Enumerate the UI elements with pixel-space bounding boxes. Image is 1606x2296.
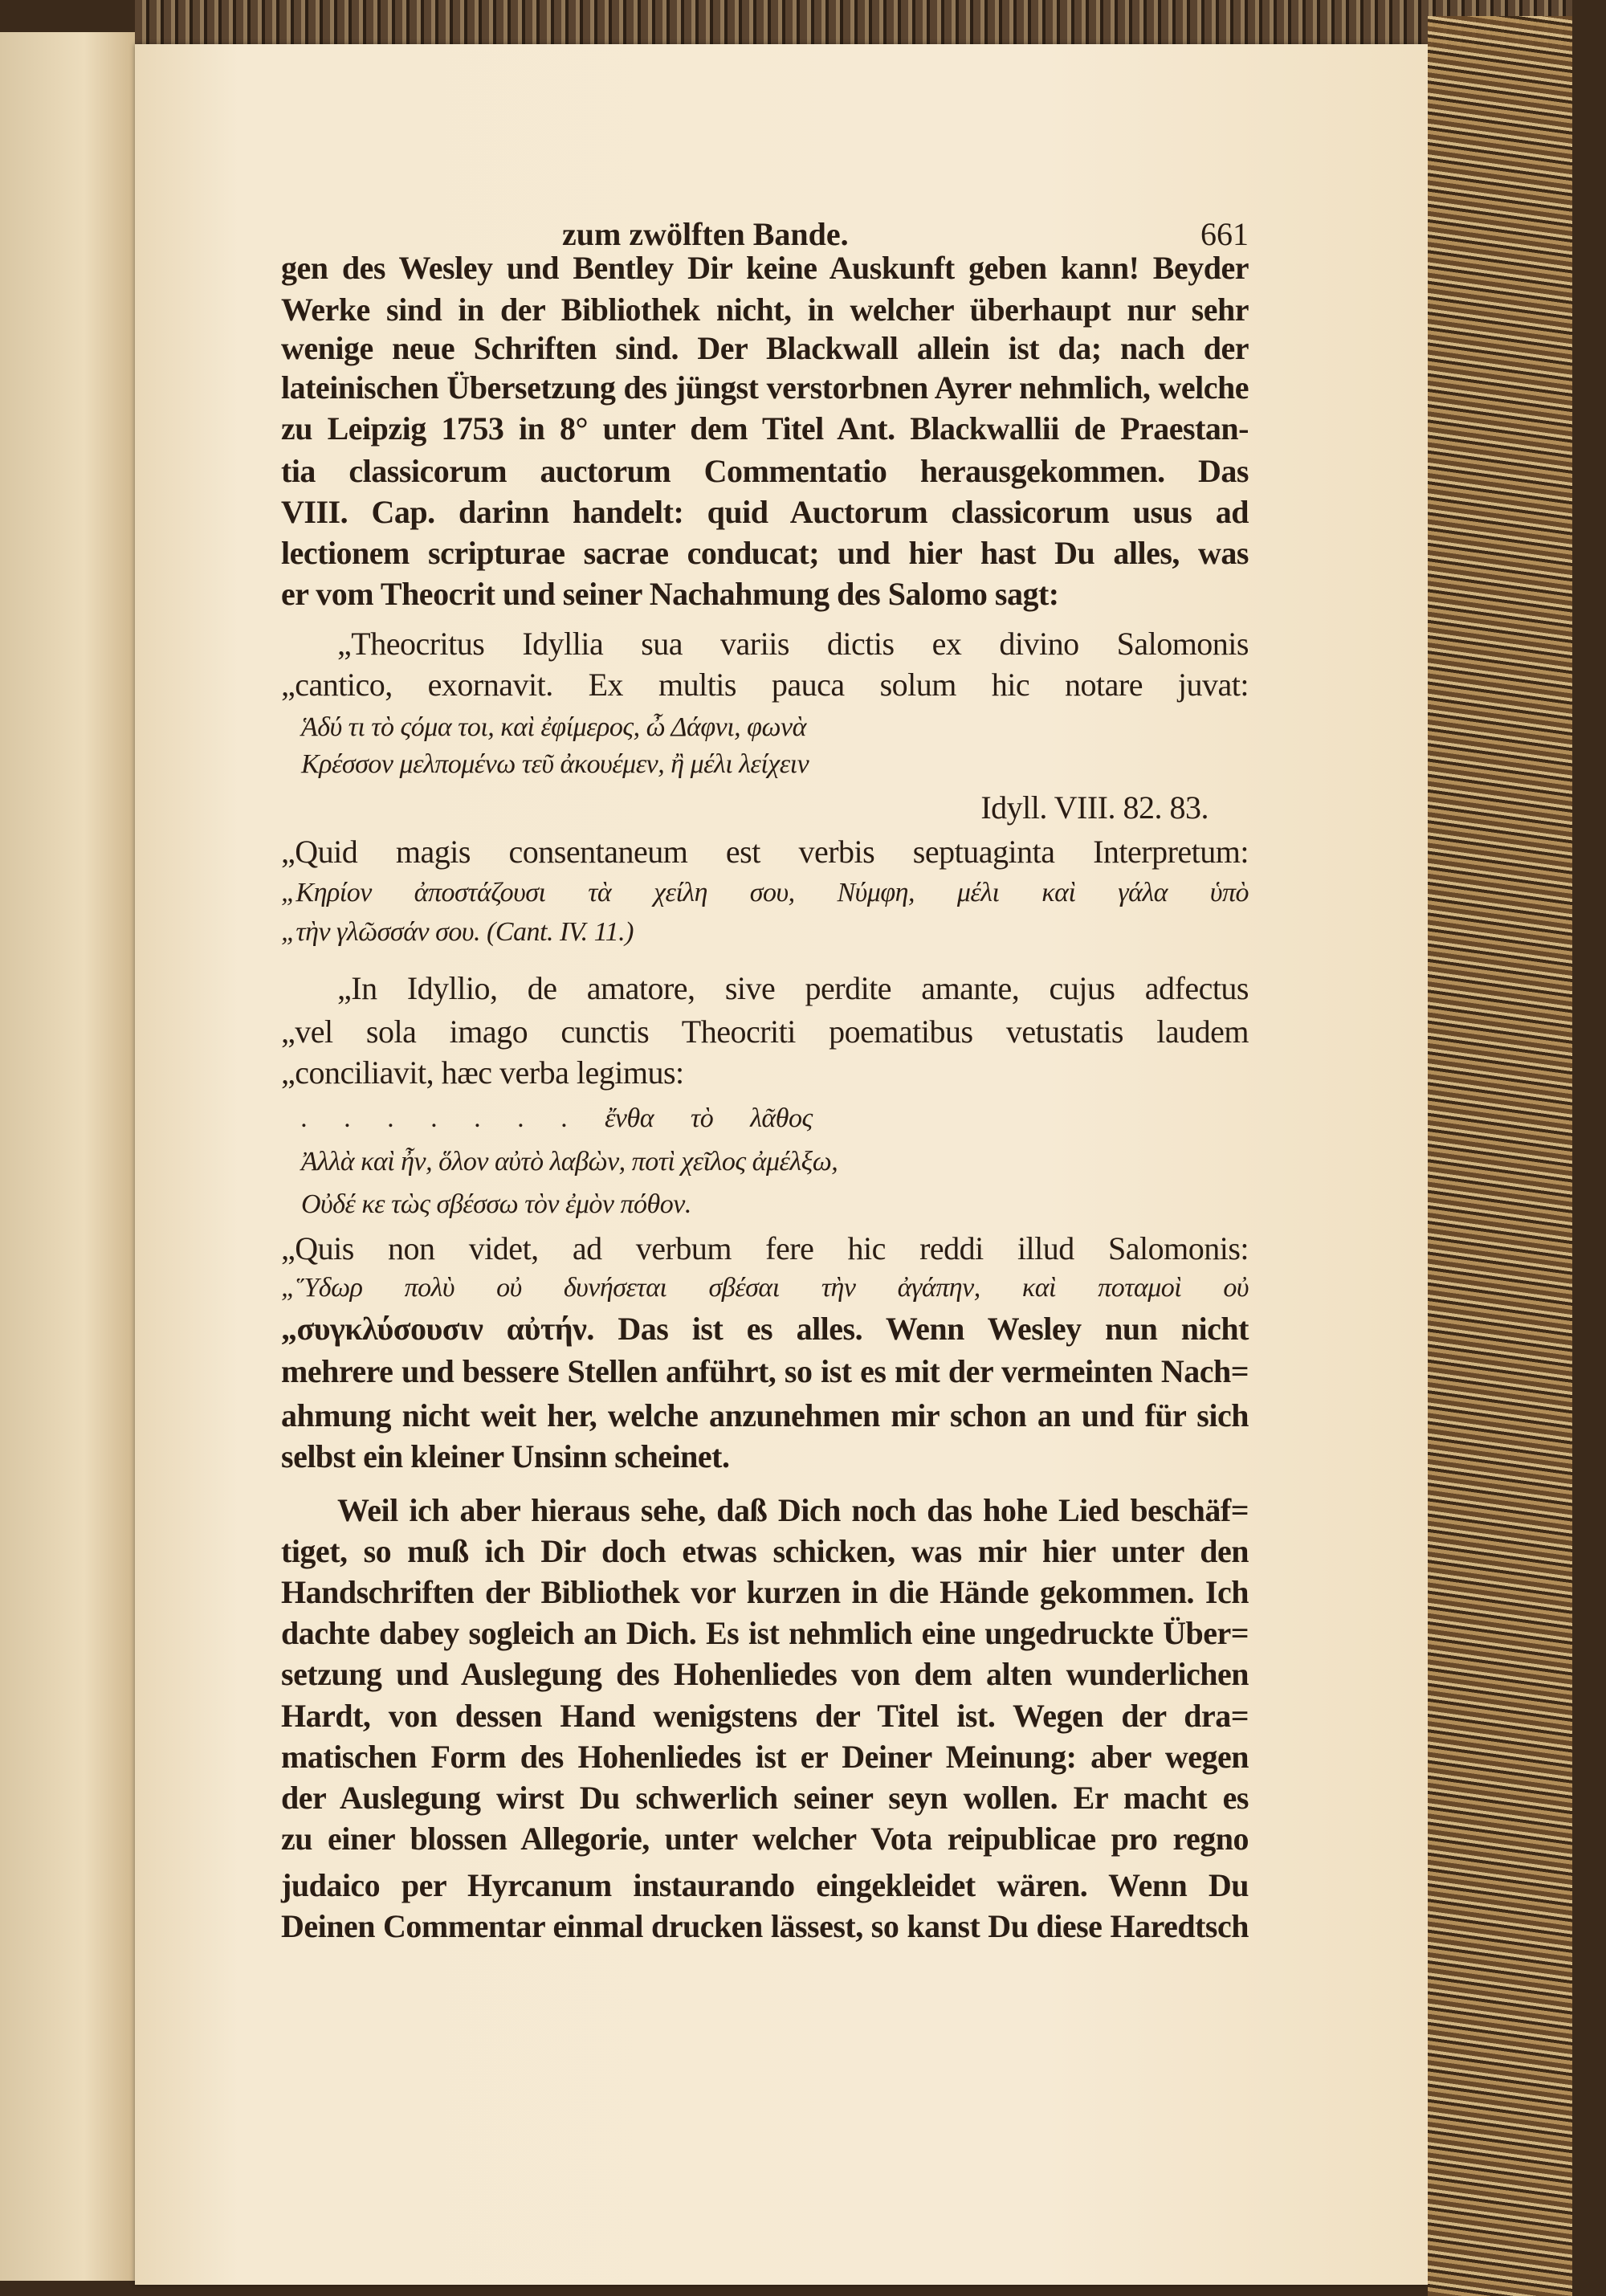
text-line: setzung und Auslegung des Hohenliedes von dem alten wunderlichen xyxy=(281,1656,1249,1692)
greek-line: Ἁδύ τι τὸ ςόμα τοι, καὶ ἐφίμερος, ὦ Δάφνι, φωνὰ xyxy=(301,712,806,742)
greek-line: . . . . . . . ἔνθα τὸ λᾶθος xyxy=(301,1103,813,1133)
text-line: ahmung nicht weit her, welche anzunehmen mir schon an und für sich xyxy=(281,1397,1249,1433)
quote-line: „Quid magis consentaneum est verbis septuaginta Interpretum: xyxy=(281,834,1249,870)
text-line: VIII. Cap. darinn handelt: quid Auctorum classicorum usus ad xyxy=(281,494,1249,530)
quote-line: „vel sola imago cunctis Theocriti poematibus vetustatis laudem xyxy=(281,1013,1249,1050)
left-page-edge xyxy=(0,32,141,2281)
quote-line: „cantico, exornavit. Ex multis pauca solum hic notare juvat: xyxy=(281,667,1249,703)
text-line: mehrere und bessere Stellen anführt, so ist es mit der vermeinten Nach= xyxy=(281,1353,1249,1389)
marbled-page-edge xyxy=(1428,16,1572,2296)
text-line: „συγκλύσουσιν αὐτήν. Das ist es alles. Wenn Wesley nun nicht xyxy=(281,1311,1249,1347)
text-line: Handschriften der Bibliothek vor kurzen in die Hände gekommen. Ich xyxy=(281,1574,1249,1610)
greek-line: „τὴν γλῶσσάν σου. (Cant. IV. 11.) xyxy=(281,917,634,947)
greek-line: „Κηρίον ἀποστάζουσι τὰ χείλη σου, Νύμφη, μέλι καὶ γάλα ὑπὸ xyxy=(281,878,1249,907)
text-line: Deinen Commentar einmal drucken lässest, so kanst Du diese Haredtsch xyxy=(281,1908,1249,1944)
book-top-edge xyxy=(135,0,1572,48)
text-line: Werke sind in der Bibliothek nicht, in welcher überhaupt nur sehr xyxy=(281,292,1249,328)
text-line: lectionem scripturae sacrae conducat; und hier hast Du alles, was xyxy=(281,535,1249,571)
citation: Idyll. VIII. 82. 83. xyxy=(980,789,1209,826)
text-line: selbst ein kleiner Unsinn scheinet. xyxy=(281,1438,730,1474)
text-line: gen des Wesley und Bentley Dir keine Auskunft geben kann! Beyder xyxy=(281,250,1249,286)
text-line: judaico per Hyrcanum instaurando eingekleidet wären. Wenn Du xyxy=(281,1867,1249,1903)
text-line: dachte dabey sogleich an Dich. Es ist nehmlich eine ungedruckte Über= xyxy=(281,1615,1249,1651)
greek-line: Ἀλλὰ καὶ ἦν, ὅλον αὐτὸ λαβὼν, ποτὶ χεῖλος ἀμέλξω, xyxy=(301,1147,838,1177)
text-line: wenige neue Schriften sind. Der Blackwall allein ist da; nach der xyxy=(281,330,1249,366)
greek-line: Οὐδέ κε τὼς σβέσσω τὸν ἐμὸν πόθον. xyxy=(301,1189,691,1219)
quote-line: „conciliavit, hæc verba legimus: xyxy=(281,1054,684,1091)
running-head: zum zwölften Bande. xyxy=(562,216,849,252)
quote-line: „In Idyllio, de amatore, sive perdite amante, cujus adfectus xyxy=(337,970,1249,1006)
text-line: zu Leipzig 1753 in 8° unter dem Titel Ant. Blackwallii de Praestan- xyxy=(281,410,1249,447)
quote-line: „Theocritus Idyllia sua variis dictis ex divino Salomonis xyxy=(337,626,1249,662)
text-line: er vom Theocrit und seiner Nachahmung des Salomo sagt: xyxy=(281,576,1059,612)
text-line: tiget, so muß ich Dir doch etwas schicken, was mir hier unter den xyxy=(281,1533,1249,1569)
text-line: matischen Form des Hohenliedes ist er Deiner Meinung: aber wegen xyxy=(281,1739,1249,1775)
text-line: der Auslegung wirst Du schwerlich seiner seyn wollen. Er macht es xyxy=(281,1780,1249,1816)
greek-line: „Ὕδωρ πολὺ οὐ δυνήσεται σβέσαι τὴν ἀγάπην, καὶ ποταμοὶ οὐ xyxy=(281,1273,1249,1303)
text-line: tia classicorum auctorum Commentatio herausgekommen. Das xyxy=(281,453,1249,489)
quote-line: „Quis non videt, ad verbum fere hic reddi illud Salomonis: xyxy=(281,1230,1249,1266)
text-line: lateinischen Übersetzung des jüngst verstorbnen Ayrer nehmlich, welche xyxy=(281,369,1249,406)
text-line: Hardt, von dessen Hand wenigstens der Titel ist. Wegen der dra= xyxy=(281,1698,1249,1734)
text-line: zu einer blossen Allegorie, unter welcher Vota reipublicae pro regno xyxy=(281,1821,1249,1857)
text-line: Weil ich aber hieraus sehe, daß Dich noch das hohe Lied beschäf= xyxy=(337,1492,1249,1528)
greek-line: Κρέσσον μελπομένω τεῦ ἀκουέμεν, ἢ μέλι λείχειν xyxy=(301,749,809,779)
page-number: 661 xyxy=(1200,216,1249,252)
